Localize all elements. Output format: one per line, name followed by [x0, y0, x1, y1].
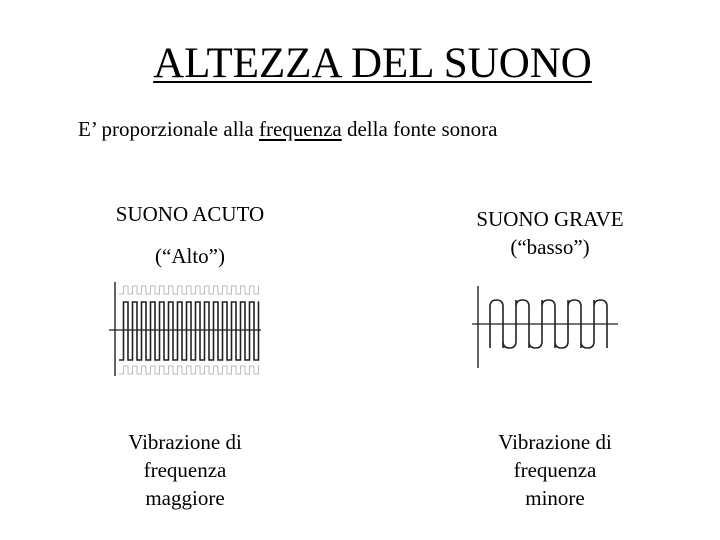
acute-wave-trace: [119, 302, 259, 360]
acute-wave-faint-trace-top: [119, 286, 259, 294]
acute-wave-faint-trace-bottom: [119, 366, 259, 374]
low-frequency-wave-icon: [470, 284, 620, 374]
slide-title: ALTEZZA DEL SUONO: [153, 40, 592, 87]
grave-sound-alias: (“basso”): [510, 235, 590, 259]
grave-caption-line: frequenza: [513, 458, 597, 482]
acute-caption-line: Vibrazione di: [128, 430, 242, 454]
acute-sound-caption: [95, 428, 275, 512]
grave-sound-heading: SUONO GRAVE: [476, 207, 624, 231]
subtitle-tail: della fonte sonora: [341, 117, 498, 141]
subtitle-keyword: frequenza: [258, 117, 342, 141]
acute-sound-heading: SUONO ACUTO: [115, 202, 265, 226]
acute-caption-line: frequenza: [143, 458, 227, 482]
subtitle-lead: E’ proporzionale alla: [78, 117, 259, 141]
acute-caption-line: maggiore: [145, 486, 225, 510]
grave-caption-line: Vibrazione di: [498, 430, 612, 454]
grave-sound-caption: [465, 428, 645, 512]
grave-caption-line: minore: [525, 486, 585, 510]
high-frequency-wave-icon: [105, 280, 265, 380]
acute-sound-alias: (“Alto”): [155, 244, 225, 268]
slide-subtitle: [78, 116, 497, 142]
